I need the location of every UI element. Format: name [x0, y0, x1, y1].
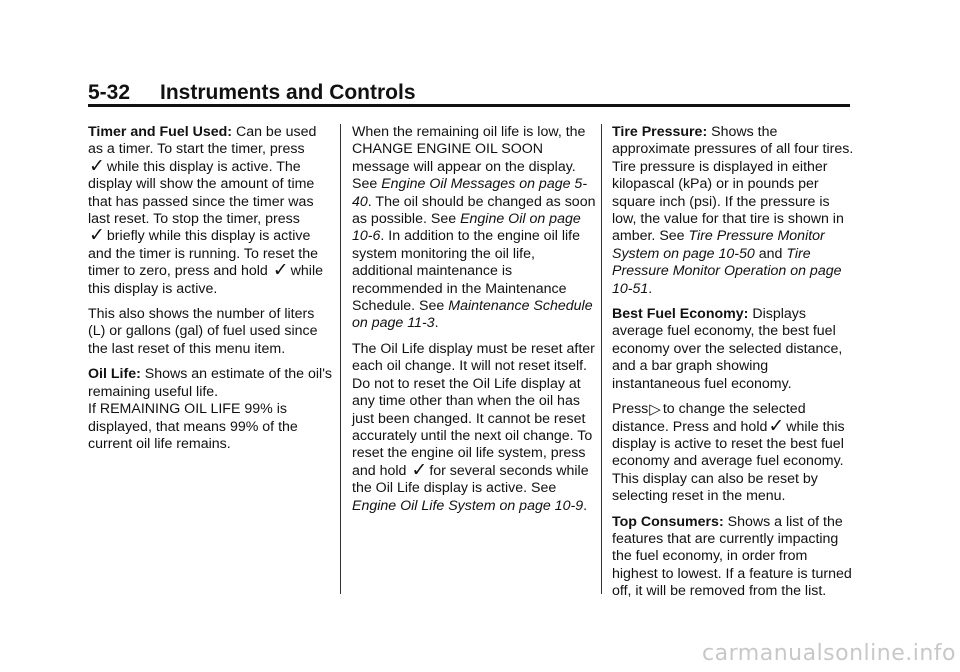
cross-reference: Engine Oil Life System on page 10-9 [352, 497, 584, 514]
tire-pressure-paragraph [612, 124, 856, 298]
body-text: Shows an estimate of the oil's remaining useful life. [88, 366, 333, 400]
body-text: . [583, 497, 588, 514]
cross-reference: Tire Pressure Monitor Operation on page 10-51 [612, 245, 842, 297]
best-fuel-economy-heading: Best Fuel Economy: [612, 306, 749, 323]
cross-reference: Maintenance Schedule on page 11-3 [352, 298, 593, 332]
body-text: Displays average fuel economy, the best fuel economy over the selected distance, and a bar graph showing instantaneous fuel economy. [612, 306, 843, 392]
body-text: . [648, 280, 653, 297]
oil-life-heading: Oil Life: [88, 366, 141, 383]
triangle-right-icon: ▷ [649, 401, 661, 419]
body-text: Shows a list of the features that are currently impacting the fuel economy, in order from highest to lowest. If a feature is turned off, it will be removed from the list. [612, 513, 852, 600]
watermark: carmanualsonline.info [702, 641, 956, 666]
page-title: Instruments and Controls [160, 81, 416, 104]
body-text: The Oil Life display must be reset after each oil change. It will not reset itself. Do not to reset the Oil Life display at any time other than when the oil has just been changed. It cannot be reset accurately until the next oil change. To reset the engine oil life system, press and hold [352, 340, 595, 479]
checkmark-icon: ✓ [411, 459, 428, 481]
top-consumers-heading: Top Consumers: [612, 513, 724, 530]
body-text: If REMAINING OIL LIFE 99% is displayed, that means 99% of the current oil life remains. [88, 401, 298, 452]
body-text: When the remaining oil life is low, the CHANGE ENGINE OIL SOON message will appear on the display. See [352, 124, 586, 193]
body-text: Press [612, 401, 649, 418]
timer-heading: Timer and Fuel Used: [88, 124, 233, 140]
cross-reference: Tire Pressure Monitor System on page 10-50 [612, 228, 825, 262]
column-divider [340, 124, 341, 594]
checkmark-icon: ✓ [89, 155, 105, 177]
oil-life-paragraph [88, 366, 332, 453]
checkmark-icon: ✓ [272, 260, 289, 282]
body-text: while this display is active. The display will show the amount of time that has passed since the timer was last reset. To stop the timer, press [88, 158, 315, 228]
body-text: Can be used as a timer. To start the timer, press [88, 124, 317, 158]
column-1 [88, 124, 332, 461]
body-text: for several seconds while the Oil Life display is active. See [352, 462, 589, 497]
best-fuel-economy-instructions [612, 401, 856, 505]
column-3 [612, 124, 856, 609]
header-rule [88, 104, 850, 107]
oil-reset-paragraph [352, 341, 596, 515]
body-text: . The oil should be changed as soon as possible. See [352, 193, 596, 228]
column-divider [601, 124, 602, 594]
page-header [88, 80, 850, 106]
cross-reference: Engine Oil on page 10-6 [352, 211, 581, 245]
oil-low-paragraph [352, 124, 596, 333]
body-text: while this display is active. [88, 263, 324, 297]
liters-paragraph: This also shows the number of liters (L) or gallons (gal) of fuel used since the last reset of this menu item. [88, 306, 318, 357]
checkmark-icon: ✓ [768, 415, 785, 437]
best-fuel-economy-paragraph [612, 306, 856, 393]
body-text: . [434, 315, 439, 332]
body-text: briefly while this display is active and the timer is running. To reset the timer to zero, press and hold [88, 228, 319, 280]
checkmark-icon: ✓ [89, 225, 105, 247]
body-text: . In addition to the engine oil life system monitoring the oil life, additional maintenance is recommended in the Maintenance Schedule. See [352, 228, 580, 315]
body-text: Shows the approximate pressures of all four tires. Tire pressure is displayed in either kilopascal (kPa) or in pounds per square inch (psi). If the pressure is low, the value for that tire is shown in amber. See [612, 124, 854, 245]
tire-pressure-heading: Tire Pressure: [612, 124, 708, 140]
timer-paragraph [88, 124, 332, 298]
body-text: and [758, 245, 783, 262]
body-text: while this display is active to reset the best fuel economy and average fuel economy. This display can also be reset by selecting reset in the menu. [612, 418, 845, 505]
page-number: 5-32 [88, 81, 131, 104]
cross-reference: Engine Oil Messages on page 5-40 [352, 176, 588, 210]
column-2 [352, 124, 596, 523]
top-consumers-paragraph [612, 514, 856, 601]
body-text: to change the selected distance. Press and hold [612, 401, 806, 435]
